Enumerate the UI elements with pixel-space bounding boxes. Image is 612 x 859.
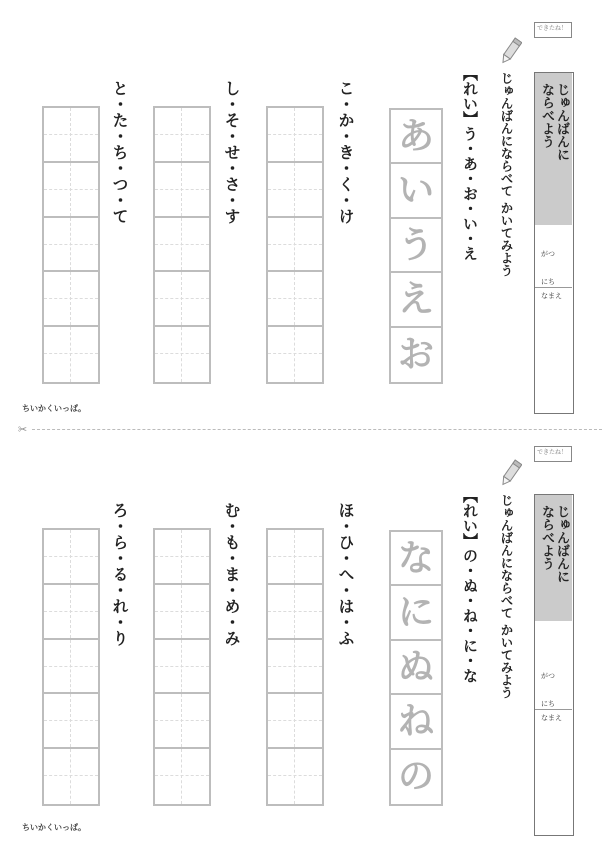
scissors-icon: ✂ [18, 423, 28, 436]
panel-title-line2: ならべよう [539, 505, 554, 570]
panel-title-block [535, 495, 572, 621]
example-cell: ね [391, 695, 441, 749]
example-cell: ぬ [391, 641, 441, 695]
panel-divider [535, 287, 572, 288]
panel-title-block [535, 73, 572, 225]
example-cell: あ [391, 110, 441, 164]
pencil-icon [500, 36, 522, 66]
month-field: がつ [541, 250, 555, 258]
question-sequence: ほ・ひ・へ・は・ふ [336, 502, 355, 646]
pencil-icon [500, 458, 522, 488]
month-field: がつ [541, 672, 555, 680]
day-field: にち [541, 700, 555, 708]
question-sequence: こ・か・き・く・け [336, 80, 355, 224]
title-panel [534, 72, 574, 414]
question-sequence: ろ・ら・る・れ・り [110, 502, 129, 646]
instruction-text: じゅんばんにならべて かいてみよう [499, 72, 514, 277]
question-sequence: む・も・ま・め・み [222, 502, 241, 646]
brand-logo: ちいかくいっぱ。 [22, 404, 86, 413]
answer-box[interactable] [153, 528, 211, 806]
worksheet-top [0, 0, 612, 420]
name-field: なまえ [541, 714, 562, 722]
answer-box[interactable] [266, 106, 324, 384]
panel-divider [535, 709, 572, 710]
example-label: 【れい】う・あ・お・い・え [461, 66, 479, 261]
panel-title-line2: ならべよう [539, 83, 554, 148]
example-cell: な [391, 532, 441, 586]
example-label: 【れい】の・ぬ・ね・に・な [461, 488, 479, 683]
example-cell: う [391, 219, 441, 273]
brand-logo: ちいかくいっぱ。 [22, 823, 86, 832]
title-panel [534, 494, 574, 836]
worksheet-bottom [0, 438, 612, 858]
example-answer-column [389, 530, 443, 806]
day-field: にち [541, 278, 555, 286]
answer-box[interactable] [153, 106, 211, 384]
panel-title-line1: じゅんばんに [554, 505, 569, 583]
answer-box[interactable] [266, 528, 324, 806]
example-cell: お [397, 333, 434, 375]
done-badge: できたね！ [534, 22, 572, 38]
answer-box[interactable] [42, 106, 100, 384]
panel-title-line1: じゅんばんに [554, 83, 569, 161]
question-sequence: し・そ・せ・さ・す [222, 80, 241, 224]
example-cell: に [391, 586, 441, 640]
answer-box[interactable] [42, 528, 100, 806]
cut-line [32, 429, 602, 430]
instruction-text: じゅんばんにならべて かいてみよう [499, 494, 514, 699]
example-answer-column [389, 108, 443, 384]
done-badge: できたね！ [534, 446, 572, 462]
name-field: なまえ [541, 292, 562, 300]
example-cell: の [397, 755, 434, 797]
question-sequence: と・た・ち・つ・て [110, 80, 129, 224]
example-cell: え [391, 273, 441, 327]
example-cell: い [391, 164, 441, 218]
